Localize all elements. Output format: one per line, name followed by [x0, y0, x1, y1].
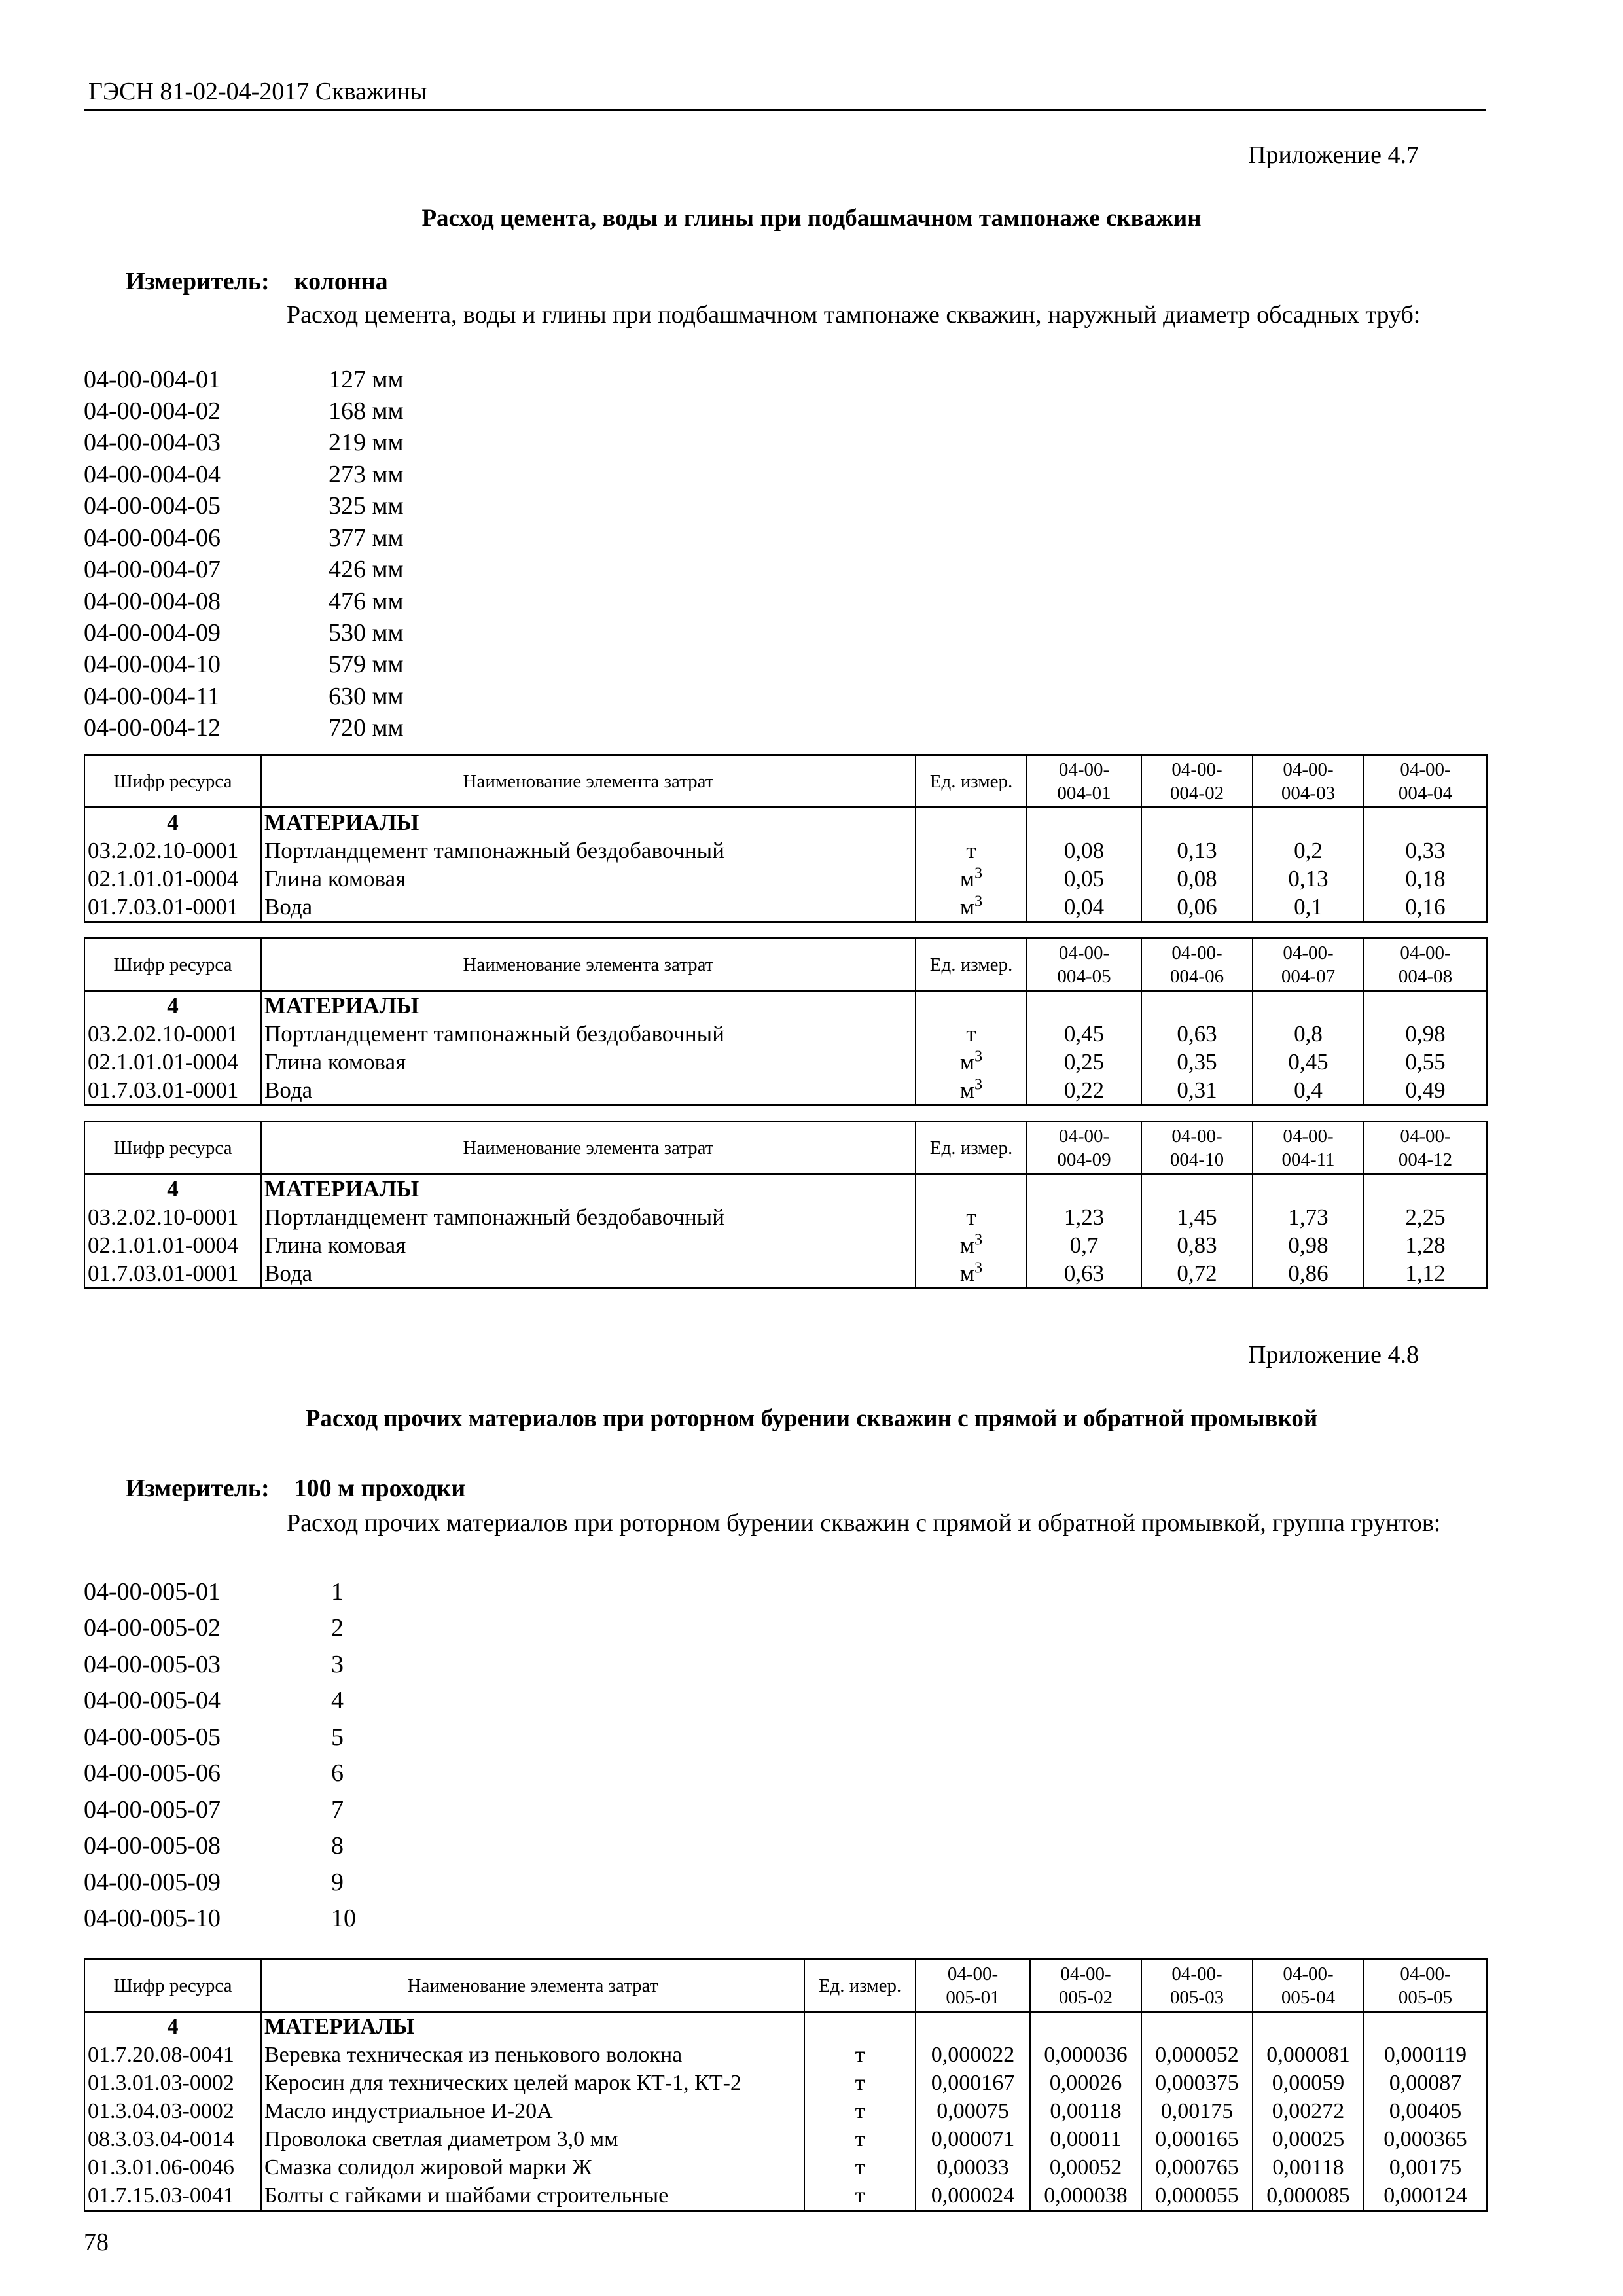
cell-name: Керосин для технических целей марок КТ-1, КТ-2 [261, 2069, 804, 2097]
cell-code: 01.7.03.01-0001 [84, 893, 261, 922]
column-header-norm: 04-00- 005-02 [1030, 1960, 1141, 2012]
item-value: 7 [331, 1796, 344, 1823]
cell-value: 0,00075 [916, 2097, 1030, 2125]
cell-name: Глина комовая [261, 865, 916, 893]
item-value: 168 мм [329, 397, 404, 425]
cell-value: 0,13 [1253, 865, 1364, 893]
cell-value: 0,000119 [1364, 2041, 1487, 2069]
cell-unit: т [804, 2041, 916, 2069]
cell-value: 0,08 [1027, 836, 1141, 865]
cell-value: 0,00175 [1141, 2097, 1253, 2125]
item-code: 04-00-005-07 [84, 1796, 221, 1823]
item-code: 04-00-004-12 [84, 714, 221, 742]
resource-table [84, 937, 1488, 1106]
cell-value: 0,00011 [1030, 2125, 1141, 2153]
cell-value: 0,63 [1027, 1259, 1141, 1289]
cell-value: 0,22 [1027, 1076, 1141, 1105]
cell-value: 0,000052 [1141, 2041, 1253, 2069]
table-row [84, 1048, 1487, 1076]
cell-name: Вода [261, 1259, 916, 1289]
table-row [84, 2153, 1487, 2181]
cell-unit: т [804, 2125, 916, 2153]
table-row [84, 1076, 1487, 1105]
column-header-unit: Ед. измер. [916, 1122, 1027, 1174]
cell-value: 0,55 [1364, 1048, 1487, 1076]
item-code: 04-00-005-05 [84, 1723, 221, 1751]
cell-value: 0,08 [1141, 865, 1253, 893]
cell-name: Веревка техническая из пенькового волокна [261, 2041, 804, 2069]
cell-code: 01.7.03.01-0001 [84, 1076, 261, 1105]
cell-value: 0,00052 [1030, 2153, 1141, 2181]
measure-label: Измеритель: [126, 268, 270, 295]
cell-value: 1,45 [1141, 1203, 1253, 1231]
cell-code: 01.3.01.06-0046 [84, 2153, 261, 2181]
cell-code: 03.2.02.10-0001 [84, 836, 261, 865]
cell-value: 0,72 [1141, 1259, 1253, 1289]
cell-value: 0,00175 [1364, 2153, 1487, 2181]
cell-name: Глина комовая [261, 1231, 916, 1259]
code-list [84, 1576, 738, 1943]
cell-name: Смазка солидол жировой марки Ж [261, 2153, 804, 2181]
cell-code: 01.3.01.03-0002 [84, 2069, 261, 2097]
column-header-norm: 04-00- 004-02 [1141, 755, 1253, 808]
cell-code: 03.2.02.10-0001 [84, 1203, 261, 1231]
resource-table [84, 1958, 1488, 2212]
cell-value: 0,1 [1253, 893, 1364, 922]
cell-name: Портландцемент тампонажный бездобавочный [261, 836, 916, 865]
cell-value: 0,00118 [1030, 2097, 1141, 2125]
cell-code: 01.3.04.03-0002 [84, 2097, 261, 2125]
cell-unit: т [916, 1203, 1027, 1231]
cell-value: 0,000375 [1141, 2069, 1253, 2097]
cell-value: 0,98 [1364, 1020, 1487, 1048]
table-row [84, 1231, 1487, 1259]
item-code: 04-00-005-04 [84, 1687, 221, 1714]
cell-value: 0,00025 [1253, 2125, 1364, 2153]
cell-name: Портландцемент тампонажный бездобавочный [261, 1020, 916, 1048]
item-code: 04-00-004-10 [84, 651, 221, 678]
column-header-name: Наименование элемента затрат [261, 1122, 916, 1174]
item-value: 325 мм [329, 492, 404, 520]
cell-value: 0,000165 [1141, 2125, 1253, 2153]
cell-value: 0,45 [1253, 1048, 1364, 1076]
item-value: 2 [331, 1614, 344, 1641]
column-header-name: Наименование элемента затрат [261, 939, 916, 991]
item-value: 219 мм [329, 429, 404, 456]
column-header-norm: 04-00- 004-07 [1253, 939, 1364, 991]
cell-value: 0,000765 [1141, 2153, 1253, 2181]
cell-value: 0,000022 [916, 2041, 1030, 2069]
cell-value: 0,63 [1141, 1020, 1253, 1048]
cell-value: 0,98 [1253, 1231, 1364, 1259]
measure-label: Измеритель: [126, 1475, 270, 1502]
code-list [84, 364, 738, 750]
item-value: 530 мм [329, 619, 404, 647]
cell-value: 0,06 [1141, 893, 1253, 922]
cell-value: 0,4 [1253, 1076, 1364, 1105]
item-code: 04-00-005-09 [84, 1869, 221, 1896]
cell-value: 0,00026 [1030, 2069, 1141, 2097]
column-header-norm: 04-00- 004-01 [1027, 755, 1141, 808]
cell-value: 0,35 [1141, 1048, 1253, 1076]
cell-unit: т [804, 2097, 916, 2125]
cell-unit: т [916, 836, 1027, 865]
cell-name: Масло индустриальное И-20А [261, 2097, 804, 2125]
column-header-code: Шифр ресурса [84, 1122, 261, 1174]
cell-value: 1,12 [1364, 1259, 1487, 1289]
cell-value: 0,31 [1141, 1076, 1253, 1105]
cell-value: 0,49 [1364, 1076, 1487, 1105]
appendix-label: Приложение 4.7 [1248, 141, 1419, 169]
item-code: 04-00-004-06 [84, 524, 221, 552]
item-code: 04-00-004-09 [84, 619, 221, 647]
item-value: 377 мм [329, 524, 404, 552]
cell-value: 1,73 [1253, 1203, 1364, 1231]
cell-name: Вода [261, 893, 916, 922]
cell-unit: $м^3$ [916, 893, 1027, 922]
item-value: 6 [331, 1759, 344, 1787]
column-header-norm: 04-00- 004-11 [1253, 1122, 1364, 1174]
cell-value: 0,16 [1364, 893, 1487, 922]
column-header-norm: 04-00- 005-04 [1253, 1960, 1364, 2012]
cell-value: 0,00059 [1253, 2069, 1364, 2097]
item-code: 04-00-004-05 [84, 492, 221, 520]
cell-value: 0,00272 [1253, 2097, 1364, 2125]
column-header-unit: Ед. измер. [916, 755, 1027, 808]
resource-table [84, 1121, 1488, 1289]
column-header-name: Наименование элемента затрат [261, 1960, 804, 2012]
group-code: 4 [84, 2012, 261, 2041]
item-code: 04-00-005-03 [84, 1651, 221, 1678]
measure-line [126, 267, 388, 296]
cell-value: 0,18 [1364, 865, 1487, 893]
cell-unit: т [916, 1020, 1027, 1048]
cell-code: 02.1.01.01-0004 [84, 1231, 261, 1259]
cell-unit: $м^3$ [916, 1048, 1027, 1076]
table-row [84, 2069, 1487, 2097]
item-value: 3 [331, 1651, 344, 1678]
cell-value: 0,000055 [1141, 2181, 1253, 2211]
item-value: 10 [331, 1905, 356, 1932]
group-code: 4 [84, 1174, 261, 1204]
cell-value: 0,83 [1141, 1231, 1253, 1259]
item-code: 04-00-005-01 [84, 1578, 221, 1605]
cell-value: 0,000081 [1253, 2041, 1364, 2069]
cell-name: Проволока светлая диаметром 3,0 мм [261, 2125, 804, 2153]
column-header-norm: 04-00- 004-03 [1253, 755, 1364, 808]
appendix-label: Приложение 4.8 [1248, 1341, 1419, 1369]
cell-code: 01.7.03.01-0001 [84, 1259, 261, 1289]
column-header-norm: 04-00- 004-04 [1364, 755, 1487, 808]
item-code: 04-00-004-04 [84, 461, 221, 488]
cell-value: 0,000036 [1030, 2041, 1141, 2069]
measure-line [126, 1474, 465, 1503]
group-code: 4 [84, 991, 261, 1020]
cell-value: 1,28 [1364, 1231, 1487, 1259]
cell-unit: $м^3$ [916, 1076, 1027, 1105]
cell-value: 0,000071 [916, 2125, 1030, 2153]
cell-name: Болты с гайками и шайбами строительные [261, 2181, 804, 2211]
cell-value: 0,000024 [916, 2181, 1030, 2211]
cell-value: 0,2 [1253, 836, 1364, 865]
measure-value: 100 м проходки [294, 1475, 466, 1502]
column-header-code: Шифр ресурса [84, 939, 261, 991]
column-header-norm: 04-00- 004-05 [1027, 939, 1141, 991]
cell-value: 0,33 [1364, 836, 1487, 865]
cell-code: 01.7.20.08-0041 [84, 2041, 261, 2069]
item-value: 1 [331, 1578, 344, 1605]
item-code: 04-00-005-10 [84, 1905, 221, 1932]
cell-value: 0,00087 [1364, 2069, 1487, 2097]
table-row [84, 836, 1487, 865]
cell-unit: т [804, 2153, 916, 2181]
cell-value: 0,86 [1253, 1259, 1364, 1289]
table-row [84, 2125, 1487, 2153]
item-value: 273 мм [329, 461, 404, 488]
cell-unit: $м^3$ [916, 1231, 1027, 1259]
table-row [84, 2181, 1487, 2211]
column-header-norm: 04-00- 004-06 [1141, 939, 1253, 991]
section-description: Расход прочих материалов при роторном бурении скважин с прямой и обратной промывкой, группа грунтов: [287, 1509, 1441, 1537]
cell-value: 0,00405 [1364, 2097, 1487, 2125]
page-number: 78 [84, 2229, 109, 2256]
item-value: 8 [331, 1832, 344, 1859]
group-code: 4 [84, 808, 261, 837]
column-header-norm: 04-00- 005-03 [1141, 1960, 1253, 2012]
section-heading: Расход прочих материалов при роторном бурении скважин с прямой и обратной промывкой [305, 1405, 1318, 1432]
item-code: 04-00-004-03 [84, 429, 221, 456]
column-header-name: Наименование элемента затрат [261, 755, 916, 808]
column-header-code: Шифр ресурса [84, 1960, 261, 2012]
cell-unit: т [804, 2181, 916, 2211]
table-row [84, 893, 1487, 922]
document-header-title: ГЭСН 81-02-04-2017 Скважины [88, 78, 427, 105]
cell-name: Вода [261, 1076, 916, 1105]
cell-value: 1,23 [1027, 1203, 1141, 1231]
item-code: 04-00-004-07 [84, 556, 221, 583]
cell-name: Портландцемент тампонажный бездобавочный [261, 1203, 916, 1231]
item-value: 476 мм [329, 588, 404, 615]
table-row [84, 1020, 1487, 1048]
column-header-unit: Ед. измер. [804, 1960, 916, 2012]
column-header-norm: 04-00- 004-09 [1027, 1122, 1141, 1174]
table-group-row [84, 808, 1487, 837]
cell-value: 0,25 [1027, 1048, 1141, 1076]
item-value: 9 [331, 1869, 344, 1896]
cell-unit: $м^3$ [916, 1259, 1027, 1289]
item-code: 04-00-004-02 [84, 397, 221, 425]
cell-value: 0,000038 [1030, 2181, 1141, 2211]
table-group-row [84, 1174, 1487, 1204]
section-heading: Расход цемента, воды и глины при подбашмачном тампонаже скважин [421, 205, 1202, 232]
cell-code: 01.7.15.03-0041 [84, 2181, 261, 2211]
item-value: 579 мм [329, 651, 404, 678]
item-code: 04-00-005-08 [84, 1832, 221, 1859]
table-row [84, 1203, 1487, 1231]
cell-value: 0,000124 [1364, 2181, 1487, 2211]
cell-value: 0,05 [1027, 865, 1141, 893]
column-header-unit: Ед. измер. [916, 939, 1027, 991]
table-group-row [84, 991, 1487, 1020]
item-code: 04-00-005-06 [84, 1759, 221, 1787]
column-header-norm: 04-00- 004-12 [1364, 1122, 1487, 1174]
cell-value: 0,8 [1253, 1020, 1364, 1048]
column-header-norm: 04-00- 004-08 [1364, 939, 1487, 991]
resource-table [84, 754, 1488, 923]
table-row [84, 865, 1487, 893]
section-description: Расход цемента, воды и глины при подбашмачном тампонаже скважин, наружный диаметр обсадных труб: [287, 301, 1421, 329]
item-value: 720 мм [329, 714, 404, 742]
cell-value: 0,00118 [1253, 2153, 1364, 2181]
item-code: 04-00-004-08 [84, 588, 221, 615]
measure-value: колонна [294, 268, 388, 295]
cell-code: 02.1.01.01-0004 [84, 865, 261, 893]
column-header-norm: 04-00- 005-01 [916, 1960, 1030, 2012]
table-row [84, 2041, 1487, 2069]
column-header-norm: 04-00- 004-10 [1141, 1122, 1253, 1174]
cell-unit: $м^3$ [916, 865, 1027, 893]
cell-value: 0,45 [1027, 1020, 1141, 1048]
item-value: 630 мм [329, 683, 404, 710]
cell-code: 08.3.03.04-0014 [84, 2125, 261, 2153]
column-header-code: Шифр ресурса [84, 755, 261, 808]
item-value: 4 [331, 1687, 344, 1714]
cell-name: Глина комовая [261, 1048, 916, 1076]
item-code: 04-00-005-02 [84, 1614, 221, 1641]
group-name: МАТЕРИАЛЫ [261, 1174, 916, 1204]
group-name: МАТЕРИАЛЫ [261, 2012, 804, 2041]
table-group-row [84, 2012, 1487, 2041]
cell-code: 03.2.02.10-0001 [84, 1020, 261, 1048]
cell-value: 0,04 [1027, 893, 1141, 922]
cell-value: 0,00033 [916, 2153, 1030, 2181]
item-value: 5 [331, 1723, 344, 1751]
group-name: МАТЕРИАЛЫ [261, 991, 916, 1020]
header-rule [84, 109, 1486, 111]
cell-value: 0,000085 [1253, 2181, 1364, 2211]
item-value: 426 мм [329, 556, 404, 583]
column-header-norm: 04-00- 005-05 [1364, 1960, 1487, 2012]
group-name: МАТЕРИАЛЫ [261, 808, 916, 837]
cell-value: 0,000167 [916, 2069, 1030, 2097]
item-value: 127 мм [329, 366, 404, 393]
item-code: 04-00-004-01 [84, 366, 221, 393]
cell-value: 0,13 [1141, 836, 1253, 865]
item-code: 04-00-004-11 [84, 683, 220, 710]
cell-value: 0,000365 [1364, 2125, 1487, 2153]
cell-value: 2,25 [1364, 1203, 1487, 1231]
cell-unit: т [804, 2069, 916, 2097]
table-row [84, 2097, 1487, 2125]
cell-code: 02.1.01.01-0004 [84, 1048, 261, 1076]
table-row [84, 1259, 1487, 1289]
cell-value: 0,7 [1027, 1231, 1141, 1259]
